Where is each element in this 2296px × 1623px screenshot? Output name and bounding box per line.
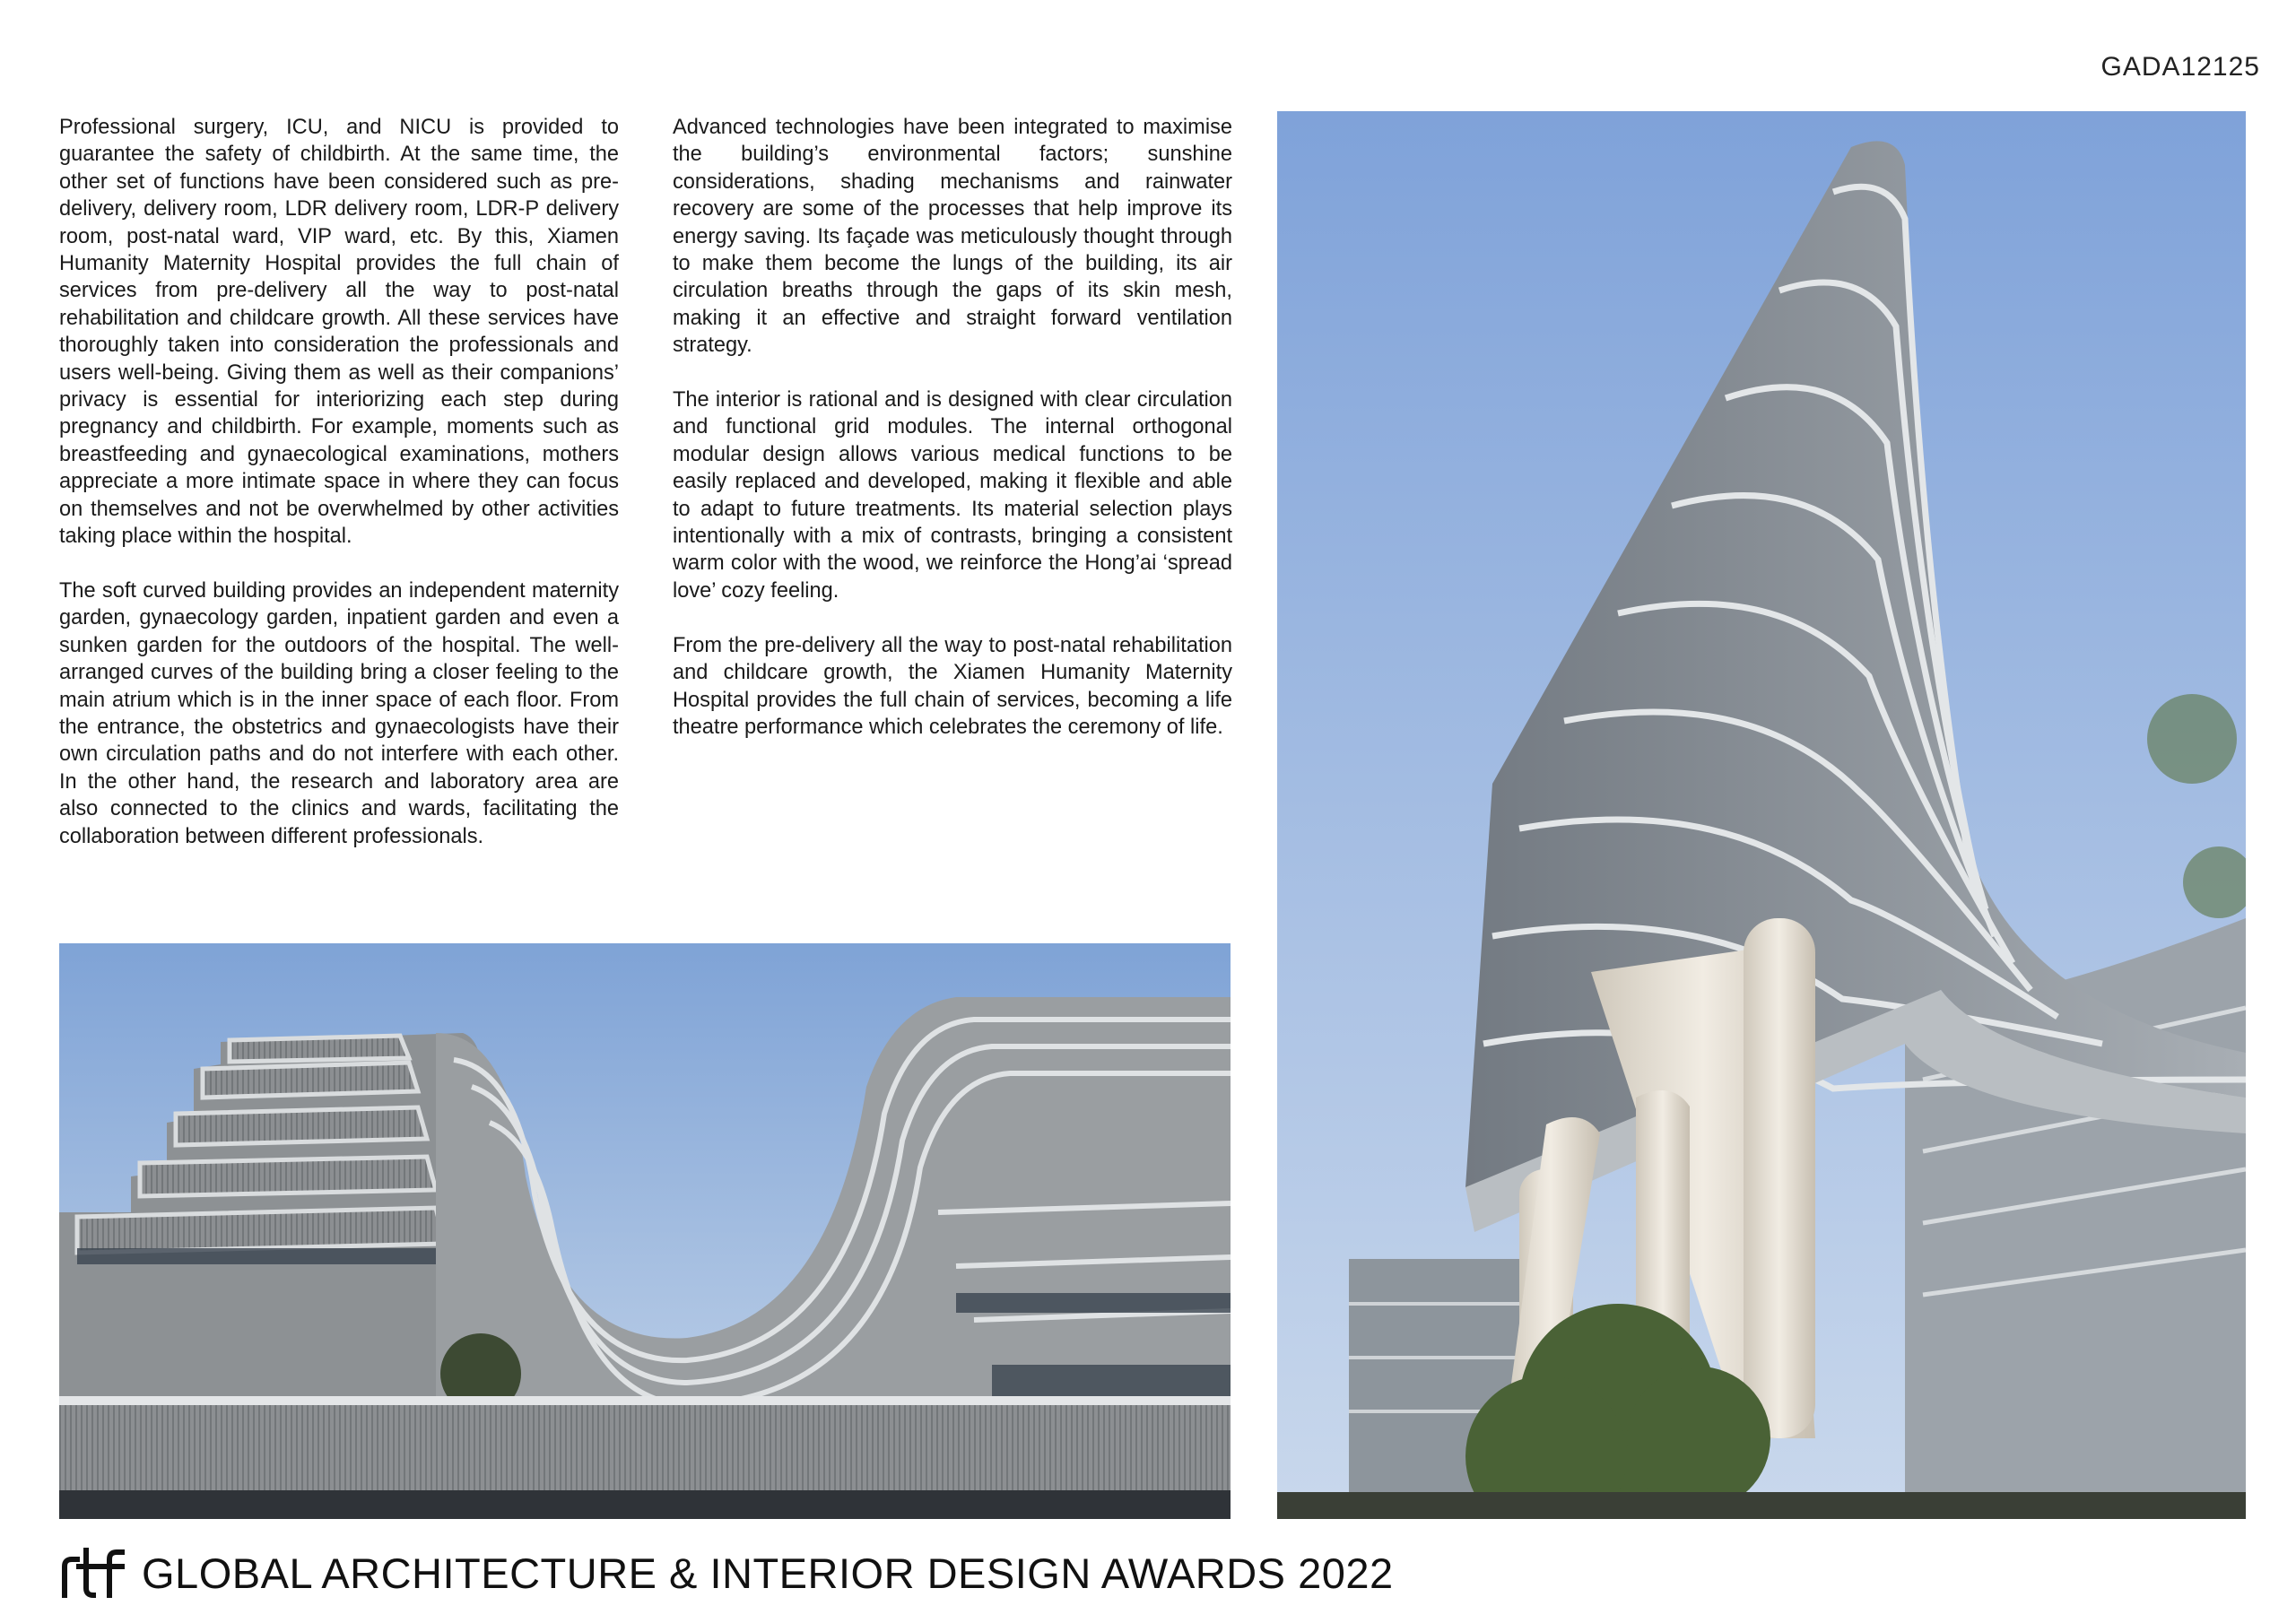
curved-facade-photo (59, 943, 1231, 1519)
award-title: GLOBAL ARCHITECTURE & INTERIOR DESIGN AWARDS 2022 (142, 1549, 1394, 1597)
left-paragraph-2: The soft curved building provides an independent maternity garden, gynaecology garden, inpatient garden and even a sunken garden for the outdoors of the hospital. The well-arranged curves of the building bring a closer feeling to the main atrium which is in the inner space of each floor. From the entrance, the obstetrics and gynaecologists have their own circulation paths and do not interfere with each other. In the other hand, the research and laboratory area are also connected to the clinics and wards, facilitating the collaboration between different professionals. (59, 578, 619, 848)
right-paragraph-1: Advanced technologies have been integrated to maximise the building’s environmental factors; sunshine considerations, shading mechanisms and rainwater recovery are some of the processes that help improve its energy saving. Its façade was meticulously thought through to make them become the lungs of the building, its air circulation breaths through the gaps of its skin mesh, making it an effective and straight forward ventilation strategy. (673, 116, 1232, 358)
left-text-column (59, 114, 619, 877)
tower-photo (1277, 111, 2246, 1519)
page-code: GADA12125 (2100, 52, 2260, 82)
right-paragraph-3: From the pre-delivery all the way to post-natal rehabilitation and childcare growth, the Xiamen Humanity Maternity Hospital provides the full chain of services, becoming a life theatre performance which celebrates the ceremony of life. (673, 633, 1232, 739)
left-paragraph-1: Professional surgery, ICU, and NICU is provided to guarantee the safety of childbirth. At the same time, the other set of functions have been considered such as pre-delivery, delivery room, LDR delivery room, LDR-P delivery room, post-natal ward, VIP ward, etc. By this, Xiamen Humanity Maternity Hospital provides the full chain of services from pre-delivery all the way to post-natal rehabilitation and childcare growth. All these services have thoroughly taken into consideration the professionals and users well-being. Giving them as well as their companions’ privacy is essential for interiorizing each step during pregnancy and childbirth. For example, moments such as breastfeeding and gynaecological examinations, mothers appreciate a more intimate space in where they can focus on themselves and not be overwhelmed by other activities taking place within the hospital. (59, 116, 619, 549)
gada-logo-icon (59, 1547, 126, 1599)
footer (59, 1546, 1394, 1600)
right-text-column (673, 114, 1232, 768)
right-paragraph-2: The interior is rational and is designed with clear circulation and functional grid modules. The internal orthogonal modular design allows various medical functions to be easily replaced and developed, making it flexible and able to adapt to future treatments. Its material selection plays intentionally with a mix of contrasts, bringing a consistent warm color with the wood, we reinforce the Hong’ai ‘spread love’ cozy feeling. (673, 388, 1232, 603)
